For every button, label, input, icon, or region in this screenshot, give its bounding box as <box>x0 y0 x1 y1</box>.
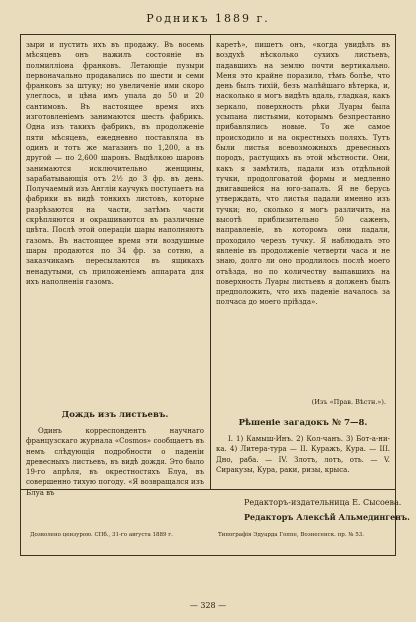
editor-line: Редакторъ Алексѣй Альмедингенъ. <box>244 512 410 522</box>
page-header: Родникъ 1889 г. <box>146 12 270 25</box>
column-divider <box>210 34 211 489</box>
riddle-answers-text: I. 1) Камыш-Инъ. 2) Кол-чанъ. 3) Бот-а-ни-ка. 4) Литера-тура — II. Куражъ, Кура. — III. Дно, раба. — IV. Злотъ, лотъ, оть. — V. Сиракузы, Кура, раки, ризы, крыса. <box>216 435 390 474</box>
left-paragraph: зыри и пустить ихъ въ продажу. Въ восемь мѣсяцевъ онъ нажилъ состояніе въ полмилліона франковъ. Летающіе пузыри первоначально продавались по шести и семи франковъ за штуку; но увеличеніе ими скоро улеглось, и цѣна имъ упала до 50 и 20 сантимовъ. Въ настоящее время ихъ изготовленіемъ занимаются шесть фабрикъ. Одна изъ такихъ фабрикъ, въ продолженіе пяти мѣсяцевъ, ежедневно поставляла въ одинъ и тотъ же магазинъ по 1,200, а въ другой — по 2,600 шаровъ. Выдѣлкою шаровъ занимаются исключительно женщины, зарабатывающія отъ 2½ до 3 фр. въ день. Получаемый изъ Англіи каучукъ поступаетъ на фабрики въ видѣ тонкихъ листовъ, которые разрѣзаются на части, затѣмъ части скрѣпляются и окрашиваются въ различные цвѣта. Послѣ этой операціи шары наполняютъ газомъ. Въ настоящее время эти воздушные шары продаются по 34 фр. за сотню, а заказчикамъ пересылаются въ ящикахъ ненадутыми, съ приложеніемъ аппарата для ихъ наполненія газомъ. <box>26 41 204 286</box>
publisher-line: Редакторъ-издательница Е. Сысоева. <box>244 498 402 507</box>
printer-note: Типографія Эдуарда Гоппе, Вознесенск. пр. № 53. <box>218 532 365 538</box>
page-number: — 328 — <box>189 601 227 610</box>
right-paragraph: каретѣ», пишетъ онъ, «когда увидѣлъ въ воздухѣ нѣсколько сухихъ листьевъ, падавшихъ на землю почти вертикально. Меня это крайне поразило, тѣмъ болѣе, что день былъ тихій, безъ малѣйшаго вѣтерка, и, насколько я могъ видѣть вдаль, гладкая, какъ зеркало, поверхность рѣки Луары была усыпана листьями, которымъ безпрестанно прибавлялись новые. То же самое происходило и на окрестныхъ поляхъ. Тутъ были листья всевозможныхъ древесныхъ породъ, растущихъ въ этой мѣстности. Они, какъ я замѣтилъ, падали изъ отдѣльной тучки, продолговатой формы и медленно двигавшейся на юго-запалъ. Я не берусь утверждать, что листья падали именно изъ тучки; но, сколько я могъ различить, на высотѣ приблизительно 50 саженъ, направленіе, въ которомъ они падали, проходило черезъ тучку. Я наблюдалъ это явленіе въ продолженіе четверти часа и не знаю, долго ли оно продлилось послѣ моего отъѣзда, но по количеству выпавшихъ на поверхность Луары листьевъ я долженъ былъ предположить, что ихъ паденіе началось за полчаса до моего пріѣзда». <box>216 41 390 307</box>
right-column <box>216 40 390 395</box>
censorship-note: Дозволено цензурою. СПб., 31-го августа 1889 г. <box>30 532 173 538</box>
left-section-body <box>26 426 204 497</box>
source-citation: (Изъ «Прав. Вѣстн.»). <box>311 398 386 406</box>
section-title-leaf-rain: Дождь изъ листьевъ. <box>61 410 169 420</box>
leaf-rain-paragraph: Одинъ корреспондентъ научнаго французскаго журнала «Cosmos» сообщаетъ въ немъ слѣдующія подробности о паденіи древесныхъ листьевъ, въ видѣ дождя. Это было 19-го апрѣля, въ окрестностяхъ Блуа, въ совершенно тихую погоду. «Я возвращался изъ Блуа въ <box>26 427 204 497</box>
section-title-riddles: Рѣшеніе загадокъ № 7—8. <box>238 418 368 428</box>
riddle-answers <box>216 434 390 486</box>
left-column <box>26 40 204 380</box>
